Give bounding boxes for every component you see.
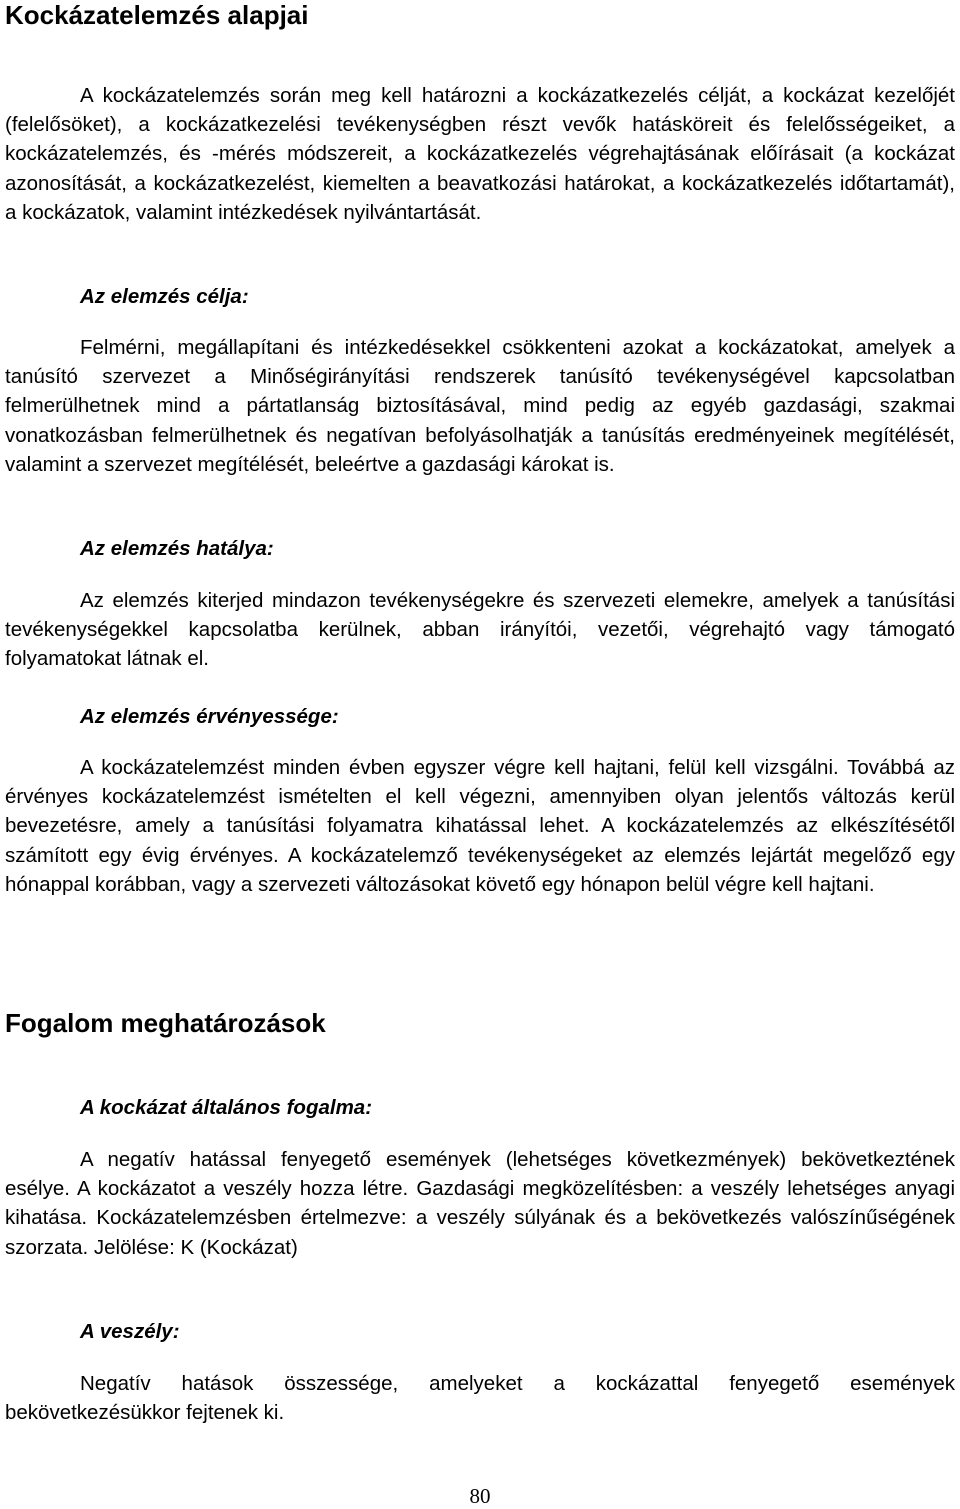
subheading-validity: Az elemzés érvényessége:: [80, 705, 339, 728]
subheading-scope: Az elemzés hatálya:: [80, 537, 274, 560]
page-number: 80: [469, 1484, 491, 1508]
paragraph-hazard: Negatív hatások összessége, amelyeket a kockázattal fenyegető események bekövetkezésükkor fejtenek ki.: [5, 1372, 955, 1425]
paragraph-purpose: Felmérni, megállapítani és intézkedésekkel csökkenteni azokat a kockázatokat, amelyek a tanúsító szervezet a Minőségirányítási rendszerek tanúsító tevékenységével kapcsolatban felmerülhetnek mind a pártatlanság biztosításával, mind pedig az egyéb gazdasági, szakmai vonatkozásban felmerülhetnek és negatívan befolyásolhatják a tanúsítás eredményeinek megítélését, valamint a szervezet megítélését, beleértve a gazdasági károkat is.: [5, 336, 955, 476]
intro-paragraph: A kockázatelemzés során meg kell határozni a kockázatkezelés célját, a kockázat kezelőjét (felelősöket), a kockázatkezelési tevékenységben részt vevők hatásköreit és felelősségeiket, a kockázatelemzés, és -mérés módszereit, a kockázatkezelés végrehajtásának előírásait (a kockázat azonosítását, a kockázatkezelést, kiemelten a beavatkozási határokat, a kockázatkezelés időtartamát), a kockázatok, valamint intézkedések nyilvántartását.: [5, 84, 955, 224]
section-heading-risk-analysis: Kockázatelemzés alapjai: [5, 0, 309, 30]
paragraph-scope: Az elemzés kiterjed mindazon tevékenységekre és szervezeti elemekre, amelyek a tanúsítási tevékenységekkel kapcsolatba kerülnek, abban irányítói, vezetői, végrehajtó vagy támogató folyamatokat látnak el.: [5, 589, 955, 671]
subheading-purpose: Az elemzés célja:: [80, 285, 249, 308]
paragraph-validity: A kockázatelemzést minden évben egyszer végre kell hajtani, felül kell vizsgálni. Továbbá az érvényes kockázatelemzést ismételten el kell végezni, amennyiben olyan jelentős változás kerül bevezetésre, amely a tanúsítási folyamatra kihatással lehet. A kockázatelemzés az elkészítésétől számított egy évig érvényes. A kockázatelemző tevékenységeket az elemzés lejártát megelőző egy hónappal korábban, vagy a szervezeti változásokat követő egy hónapon belül végre kell hajtani.: [5, 756, 955, 896]
paragraph-risk-concept: A negatív hatással fenyegető események (lehetséges következmények) bekövetkeztének esélye. A kockázatot a veszély hozza létre. Gazdasági megközelítésben: a veszély lehetséges anyagi kihatása. Kockázatelemzésben értelmezve: a veszély súlyának és a bekövetkezés valószínűségének szorzata. Jelölése: K (Kockázat): [5, 1148, 955, 1259]
subheading-hazard: A veszély:: [80, 1320, 180, 1343]
subheading-risk-concept: A kockázat általános fogalma:: [80, 1096, 373, 1119]
section-heading-definitions: Fogalom meghatározások: [5, 1008, 326, 1038]
